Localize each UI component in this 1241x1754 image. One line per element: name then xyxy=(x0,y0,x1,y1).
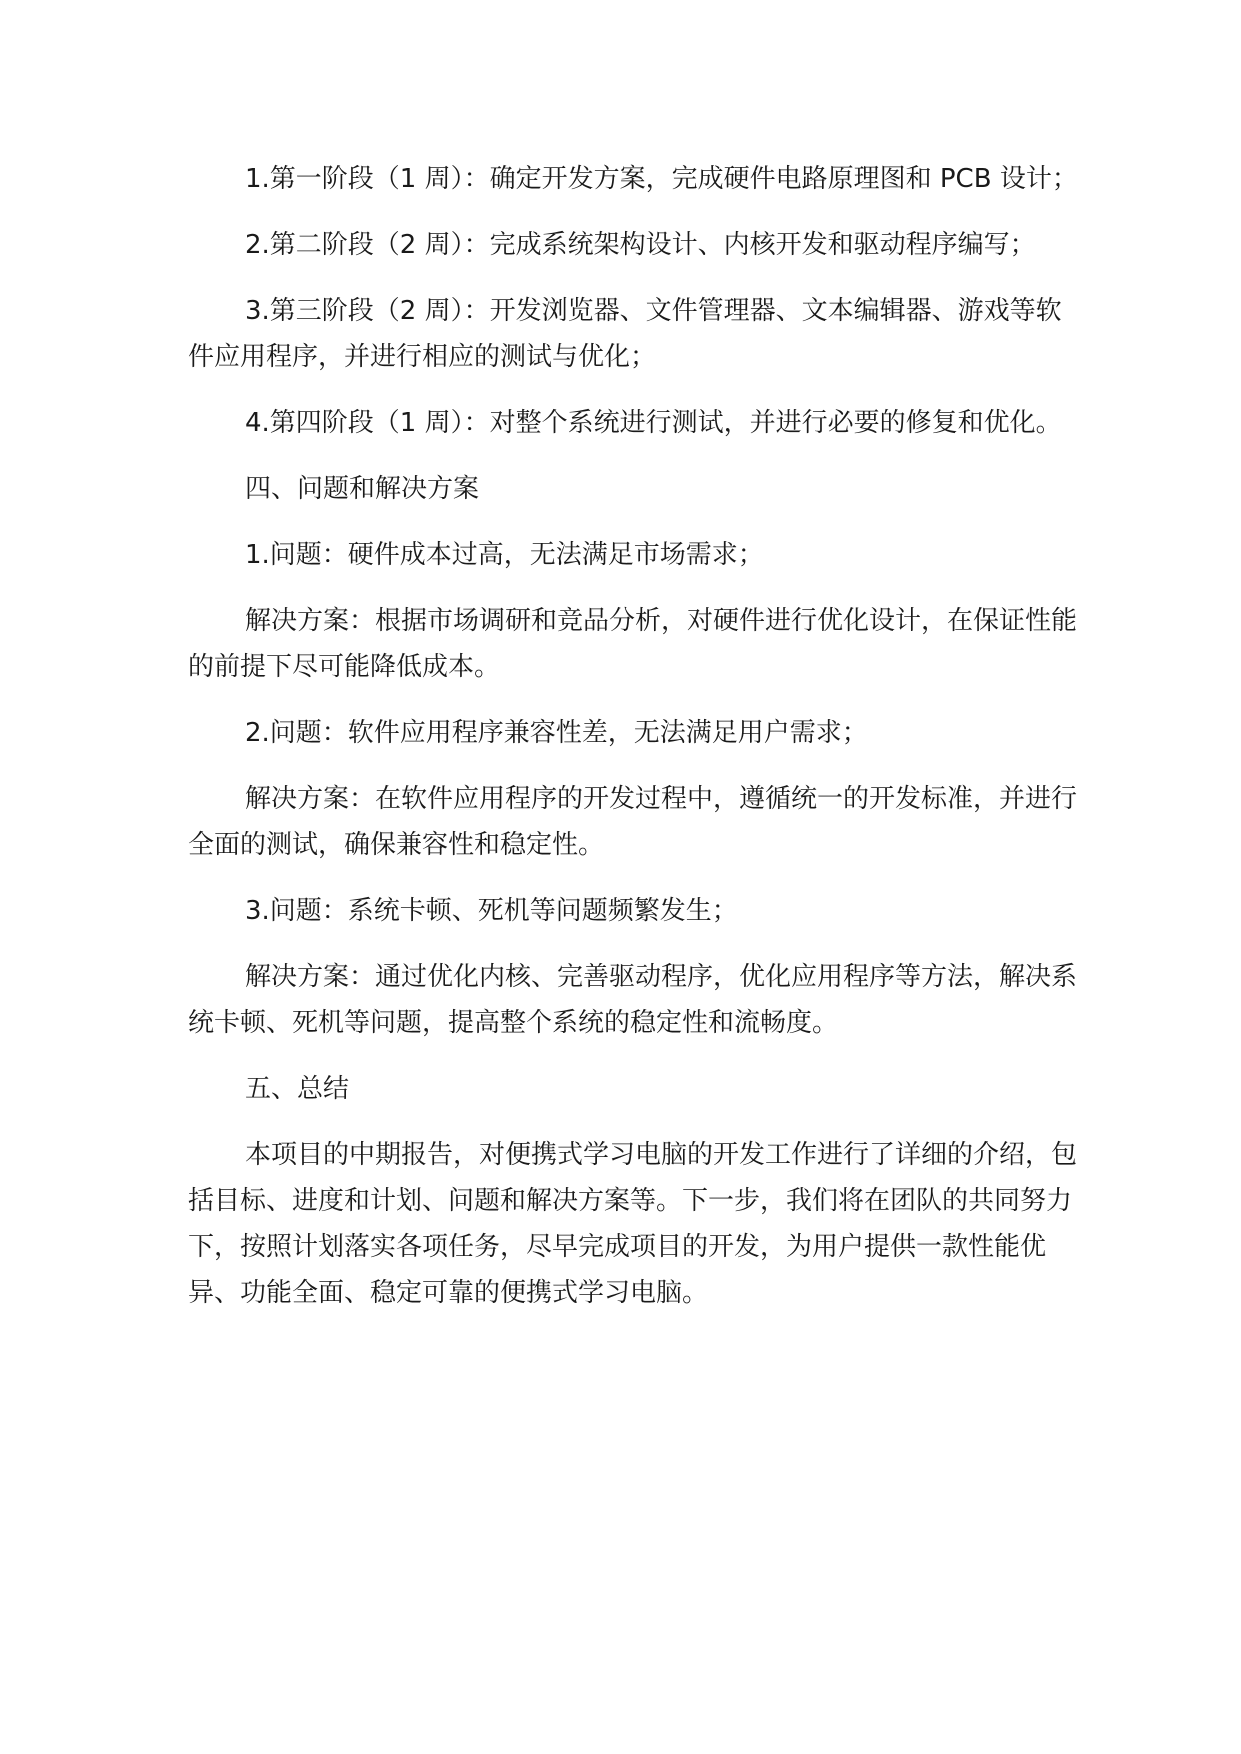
section-heading-summary: 五、总结 xyxy=(245,1074,350,1104)
paragraph-summary: 本项目的中期报告，对便携式学习电脑的开发工作进行了详细的介绍，包括目标、进度和计划、问题和解决方案等。下一步，我们将在团队的共同努力下，按照计划落实各项任务，尽早完成项目的开发，为用户提供一款性能优异、功能全面、稳定可靠的便携式学习电脑。 xyxy=(188,1140,1078,1308)
paragraph-solution-2: 解决方案：在软件应用程序的开发过程中，遵循统一的开发标准，并进行全面的测试，确保兼容性和稳定性。 xyxy=(188,784,1078,860)
document-body xyxy=(188,156,1084,1336)
paragraph-problem-3: 3.问题：系统卡顿、死机等问题频繁发生； xyxy=(245,896,738,926)
paragraph-phase-4: 4.第四阶段（1 周）：对整个系统进行测试，并进行必要的修复和优化。 xyxy=(245,408,1062,438)
paragraph-phase-3: 3.第三阶段（2 周）：开发浏览器、文件管理器、文本编辑器、游戏等软件应用程序，并进行相应的测试与优化； xyxy=(188,296,1062,372)
paragraph-problem-2: 2.问题：软件应用程序兼容性差，无法满足用户需求； xyxy=(245,718,868,748)
paragraph-solution-3: 解决方案：通过优化内核、完善驱动程序，优化应用程序等方法，解决系统卡顿、死机等问题，提高整个系统的稳定性和流畅度。 xyxy=(188,962,1078,1038)
paragraph-solution-1: 解决方案：根据市场调研和竞品分析，对硬件进行优化设计，在保证性能的前提下尽可能降低成本。 xyxy=(188,606,1078,682)
paragraph-phase-1: 1.第一阶段（1 周）：确定开发方案，完成硬件电路原理图和 PCB 设计； xyxy=(245,164,1078,194)
section-heading-problems: 四、问题和解决方案 xyxy=(245,474,480,504)
paragraph-phase-2: 2.第二阶段（2 周）：完成系统架构设计、内核开发和驱动程序编写； xyxy=(245,230,1036,260)
paragraph-problem-1: 1.问题：硬件成本过高，无法满足市场需求； xyxy=(245,540,764,570)
